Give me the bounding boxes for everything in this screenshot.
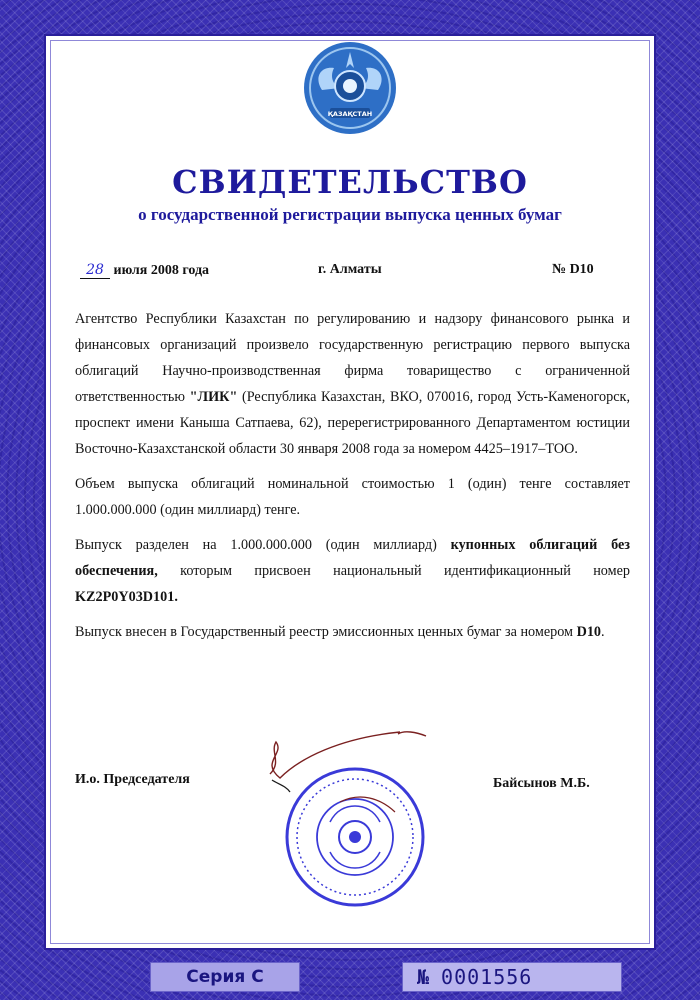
certificate-subtitle: о государственной регистрации выпуска ценных бумаг xyxy=(138,205,562,224)
number-sign: № xyxy=(417,965,430,989)
paragraph-register xyxy=(75,619,630,645)
paragraph-volume: Объем выпуска облигаций номинальной стоимостью 1 (один) тенге составляет 1.000.000.000 (один миллиард) тенге. xyxy=(75,476,630,518)
company-name: "ЛИК" xyxy=(189,389,238,405)
register-code: D10 xyxy=(576,624,602,640)
paragraph-registration-rest: (Республика Казахстан, ВКО, 070016, город Усть-Каменогорск, проспект имени Каныша Сатпаева, 62), перерегистрированного Департаментом юстиции Восточно-Казахстанской области 30 января 2008 года за номером 4425–1917–ТОО. xyxy=(75,389,630,457)
state-emblem-icon xyxy=(300,38,400,138)
serial-number xyxy=(402,962,622,992)
paragraph-register-end: . xyxy=(601,624,605,640)
certificate-number: № D10 xyxy=(552,262,594,277)
signatory-name: Байсынов М.Б. xyxy=(493,776,590,791)
paragraph-split-text: Выпуск разделен на 1.000.000.000 (один миллиард) xyxy=(75,537,451,553)
serial-value: 0001556 xyxy=(441,965,533,989)
issue-day: 28 xyxy=(80,262,110,279)
paragraph-registration-text: Агентство Республики Казахстан по регулированию и надзору финансового рынка и финансовых организаций произвело государственную регистрацию первого выпуска облигаций Научно-производственная фирма товарищество с ограниченной ответственностью xyxy=(75,311,630,405)
paragraph-split xyxy=(75,532,630,610)
certificate-title: СВИДЕТЕЛЬСТВО xyxy=(172,163,528,201)
official-stamp-icon xyxy=(280,762,430,912)
paragraph-registration xyxy=(75,306,630,462)
isin-code: KZ2P0Y03D101. xyxy=(75,589,178,605)
certificate-body xyxy=(75,306,630,654)
series-label: Серия С xyxy=(150,962,300,992)
paragraph-split-rest: которым присвоен национальный идентификационный номер xyxy=(157,563,630,579)
paragraph-register-text: Выпуск внесен в Государственный реестр эмиссионных ценных бумаг за номером xyxy=(75,624,577,640)
signatory-title: И.о. Председателя xyxy=(75,772,190,787)
issue-city: г. Алматы xyxy=(318,262,382,277)
issue-month-year: июля 2008 года xyxy=(113,263,210,278)
issue-date xyxy=(80,262,209,279)
svg-text:ҚАЗАҚСТАН: ҚАЗАҚСТАН xyxy=(327,110,373,118)
bond-type: купонных облигаций без обеспечения, xyxy=(75,537,630,579)
